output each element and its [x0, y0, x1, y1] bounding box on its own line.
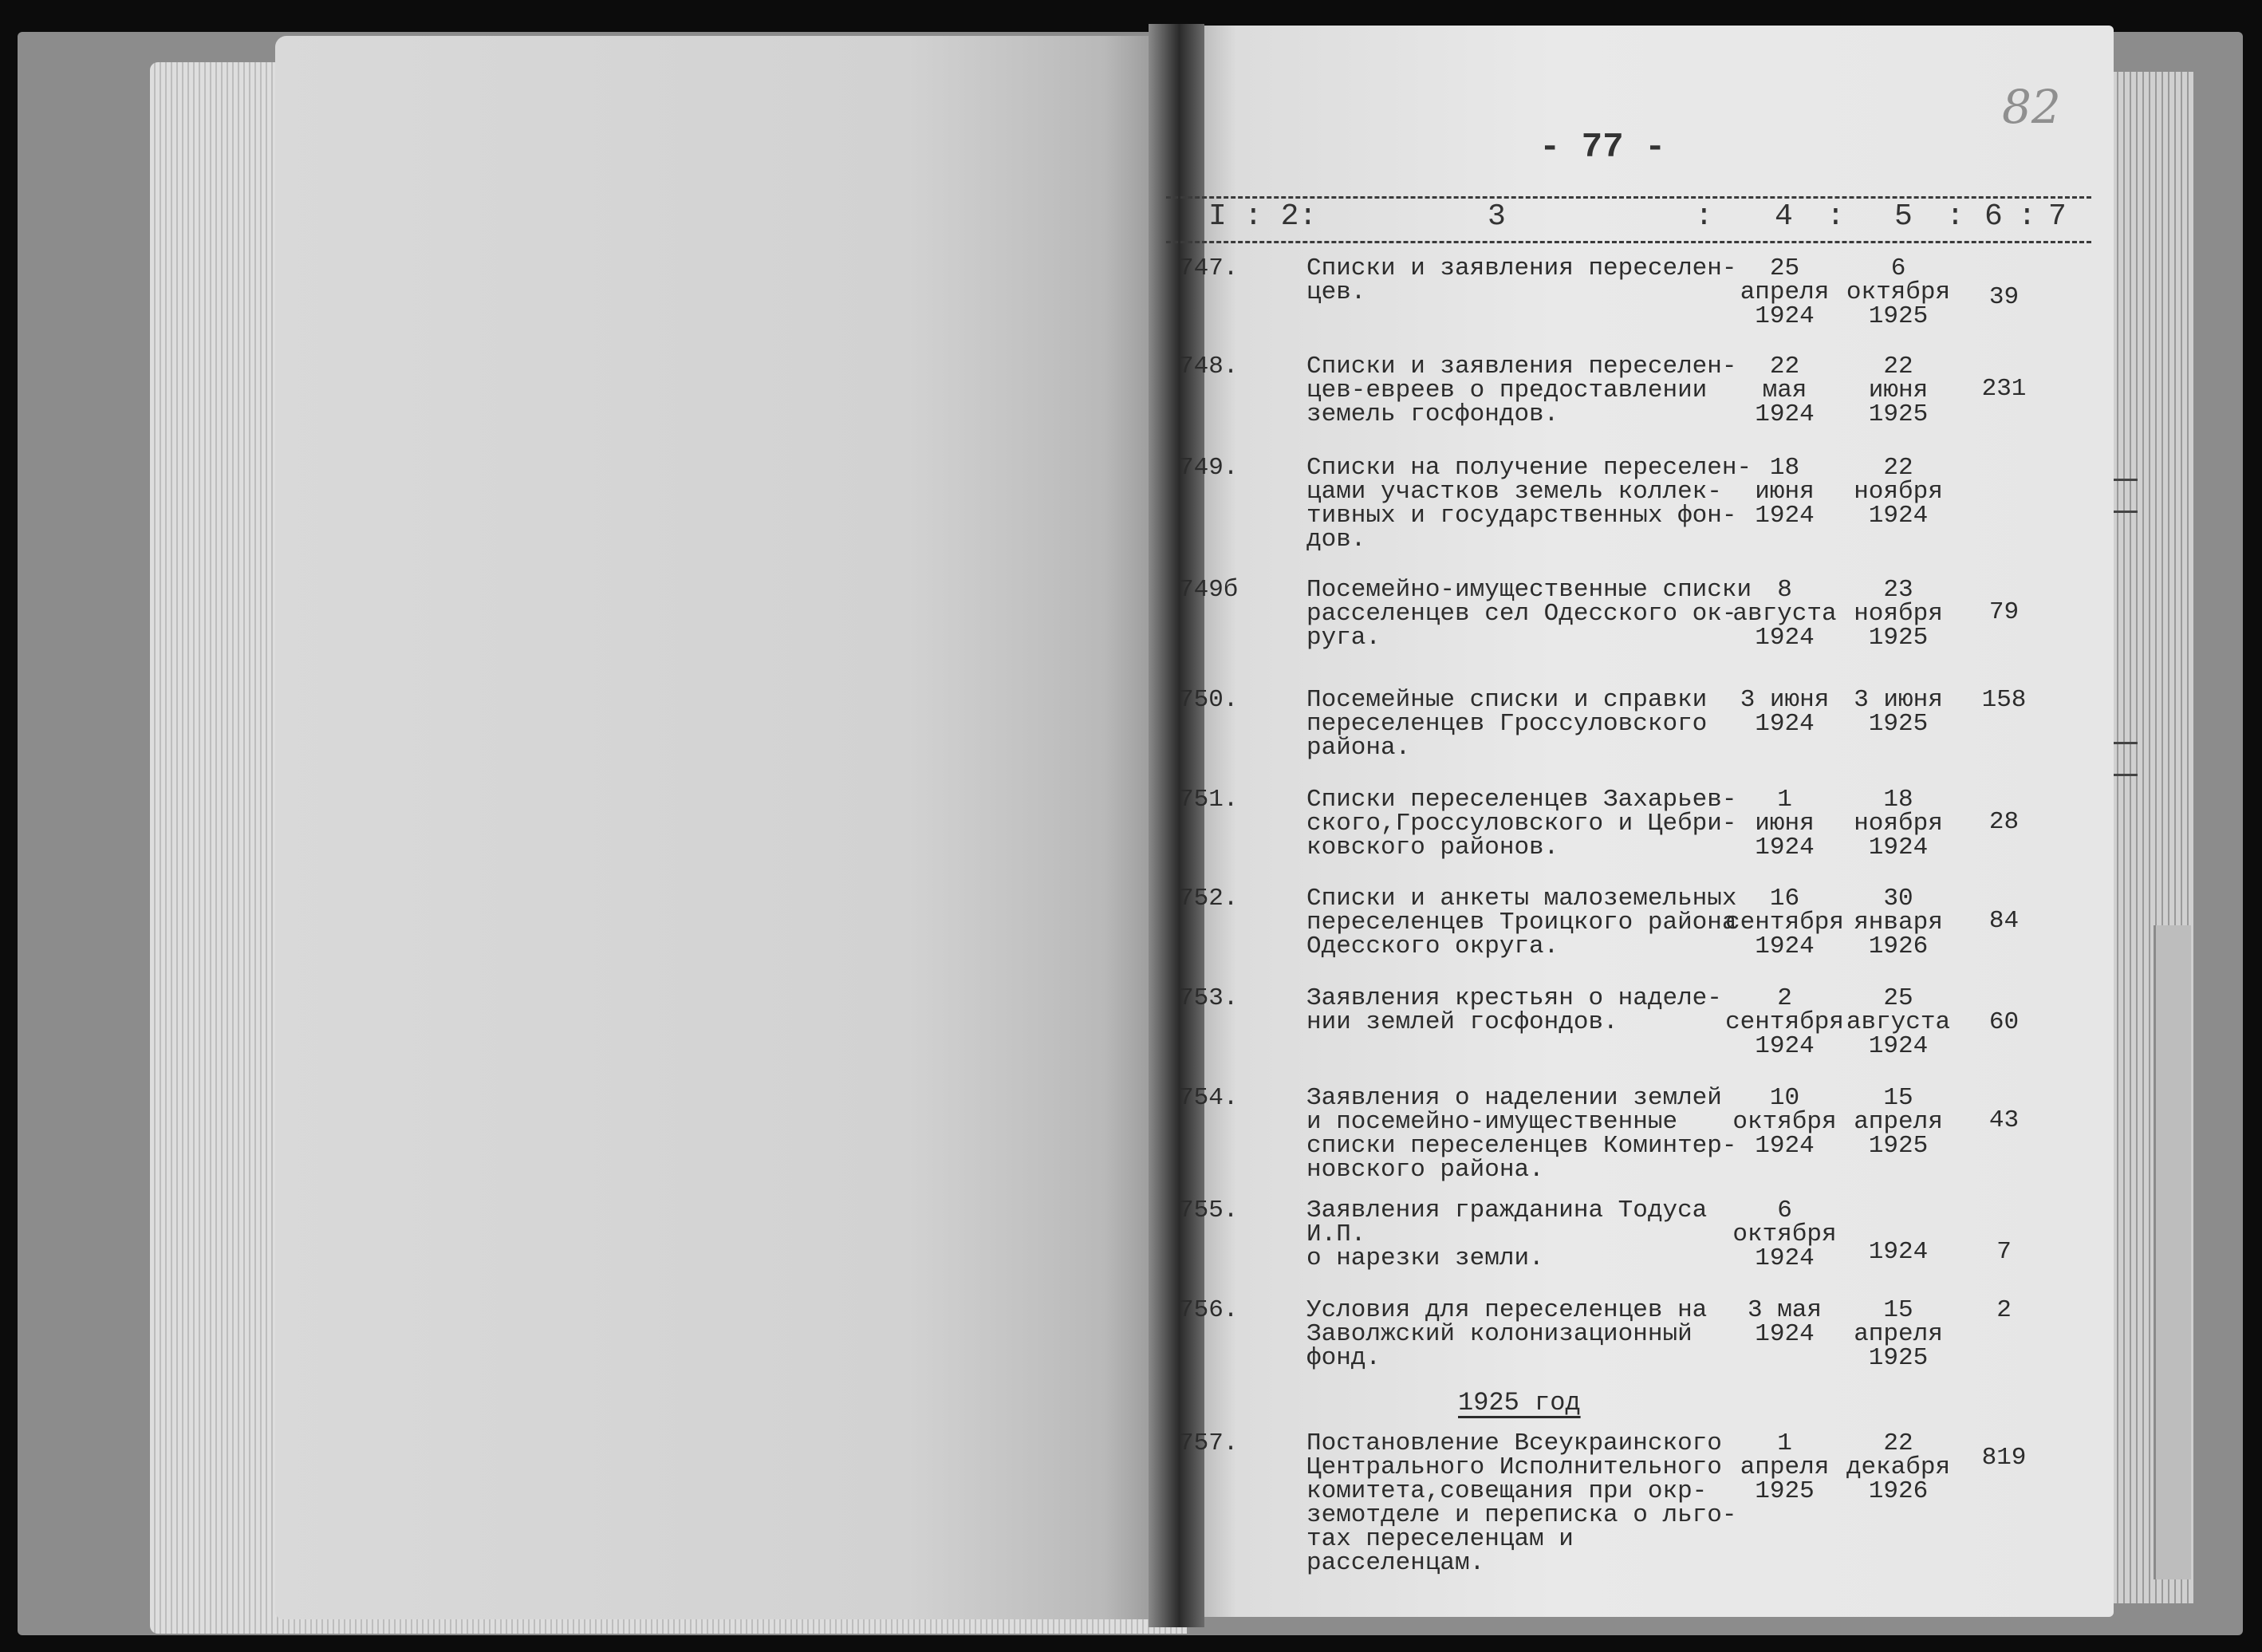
col-separator: : [1946, 199, 1964, 234]
entry-description: Списки и анкеты малоземельных переселенцев Троицкого района Одесского округа. [1306, 885, 1737, 960]
entry-description: Списки на получение переселен- цами участков земель коллек- тивных и государственных фон- дов. [1306, 454, 1752, 554]
entry-sheet-count: 84 [1988, 907, 2020, 935]
edge-tick [2114, 742, 2138, 744]
entry-start-date: 1 июня 1924 [1755, 786, 1815, 861]
entry-sheet-count: 28 [1988, 808, 2020, 836]
entry-end-date: 3 июня 1925 [1854, 686, 1943, 738]
entry-number: 755. [1179, 1197, 1239, 1224]
entry-sheet-count: 60 [1988, 1008, 2020, 1036]
entry-start-date: 8 августа 1924 [1732, 576, 1837, 652]
col-header-2: : 2: [1244, 199, 1318, 234]
entry-description: Списки переселенцев Захарьев- ского,Гроссуловского и Цебри- ковского районов. [1306, 786, 1737, 861]
col-separator: : [2018, 199, 2036, 234]
entry-end-date: 15 апреля 1925 [1854, 1084, 1943, 1160]
col-separator: : [1827, 199, 1845, 234]
entry-start-date: 3 мая 1924 [1747, 1296, 1822, 1348]
entry-number: 756. [1179, 1296, 1239, 1324]
header-rule-top [1166, 196, 2091, 199]
col-header-7: 7 [2048, 199, 2067, 234]
entry-start-date: 10 октября 1924 [1732, 1084, 1837, 1160]
entry-sheet-count: 43 [1988, 1106, 2020, 1134]
entry-sheet-count: 819 [1981, 1444, 2027, 1472]
entry-end-date: 30 января 1926 [1854, 885, 1943, 960]
entry-sheet-count: 231 [1981, 375, 2027, 403]
entry-description: Постановление Всеукраинского Центрального Исполнительного комитета,совещания при окр- земотделе и переписка о льго- тах переселенцам и расселенцам. [1306, 1429, 1737, 1577]
entry-start-date: 2 сентября 1924 [1725, 984, 1844, 1060]
entry-number: 749б [1179, 576, 1239, 604]
left-page-blank [275, 36, 1176, 1619]
entry-number: 750. [1179, 686, 1239, 714]
entry-end-date: 22 июня 1925 [1868, 353, 1929, 428]
entry-start-date: 6 октября 1924 [1732, 1197, 1837, 1272]
entry-end-date: 1924 [1868, 1238, 1929, 1266]
entry-sheet-count: 2 [1996, 1296, 2012, 1324]
entry-start-date: 25 апреля 1924 [1740, 254, 1830, 330]
entry-description: Заявления гражданина Тодуса И.П. о нарезки земли. [1306, 1197, 1708, 1272]
entry-start-date: 3 июня 1924 [1740, 686, 1830, 738]
entry-description: Заявления крестьян о наделе- нии землей госфондов. [1306, 984, 1722, 1036]
header-rule-bottom [1166, 241, 2091, 243]
entry-description: Списки и заявления переселен- цев-евреев о предоставлении земель госфондов. [1306, 353, 1737, 428]
entry-number: 753. [1179, 984, 1239, 1012]
page-number: - 77 - [1539, 128, 1666, 168]
col-header-6: 6 [1984, 199, 2003, 234]
col-separator: : [1695, 199, 1713, 234]
entry-sheet-count: 158 [1981, 686, 2027, 714]
entry-end-date: 22 ноября 1924 [1854, 454, 1943, 530]
col-header-1: I [1208, 199, 1227, 234]
entry-start-date: 22 мая 1924 [1755, 353, 1815, 428]
entry-end-date: 22 декабря 1926 [1846, 1429, 1951, 1505]
entry-description: Посемейные списки и справки переселенцев Гроссуловского района. [1306, 686, 1708, 762]
entry-number: 749. [1179, 454, 1239, 482]
entry-number: 754. [1179, 1084, 1239, 1112]
entry-number: 747. [1179, 254, 1239, 282]
section-heading-year: 1925 год [1458, 1388, 1581, 1417]
entry-sheet-count: 7 [1996, 1238, 2012, 1266]
entry-end-date: 18 ноября 1924 [1854, 786, 1943, 861]
entry-end-date: 23 ноября 1925 [1854, 576, 1943, 652]
entry-description: Списки и заявления переселен- цев. [1306, 254, 1737, 306]
entry-end-date: 25 августа 1924 [1846, 984, 1951, 1060]
entry-number: 757. [1179, 1429, 1239, 1457]
folio-number-handwritten: 82 [2002, 80, 2061, 134]
col-header-3: 3 [1488, 199, 1506, 234]
entry-end-date: 15 апреля 1925 [1854, 1296, 1943, 1372]
edge-tick [2114, 511, 2138, 513]
entry-number: 752. [1179, 885, 1239, 913]
entry-start-date: 1 апреля 1925 [1740, 1429, 1830, 1505]
entry-number: 751. [1179, 786, 1239, 814]
entry-description: Заявления о наделении землей и посемейно-имущественные списки переселенцев Коминтер- новского района. [1306, 1084, 1737, 1184]
edge-tick [2114, 479, 2138, 481]
edge-tick [2114, 774, 2138, 776]
binding-tab [2154, 925, 2191, 1579]
entry-sheet-count: 79 [1988, 598, 2020, 626]
col-header-4: 4 [1775, 199, 1793, 234]
entry-end-date: 6 октября 1925 [1846, 254, 1951, 330]
entry-start-date: 18 июня 1924 [1755, 454, 1815, 530]
entry-description: Условия для переселенцев на Заволжский колонизационный фонд. [1306, 1296, 1708, 1372]
entry-number: 748. [1179, 353, 1239, 380]
entry-sheet-count: 39 [1988, 283, 2020, 311]
col-header-5: 5 [1894, 199, 1913, 234]
entry-start-date: 16 сентября 1924 [1725, 885, 1844, 960]
entry-description: Посемейно-имущественные списки расселенцев сел Одесского ок- руга. [1306, 576, 1752, 652]
